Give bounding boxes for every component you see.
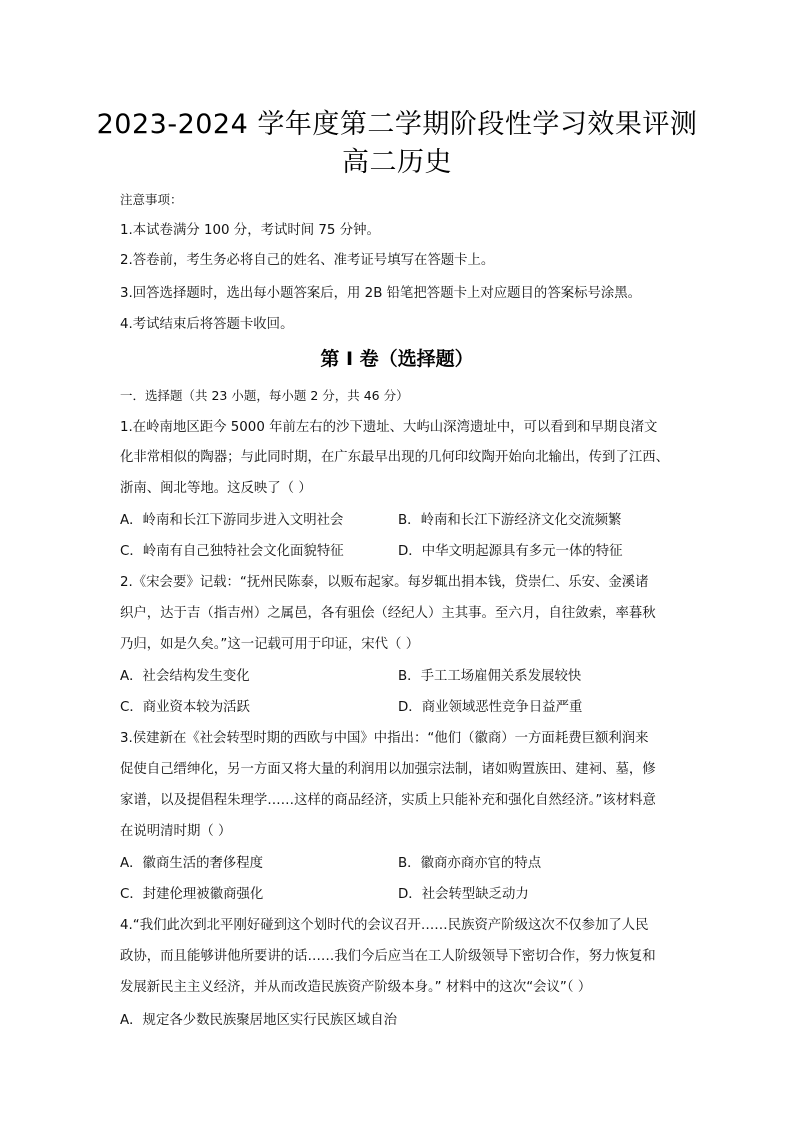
question-1-line: 浙南、闽北等地。这反映了（ ）	[120, 481, 312, 496]
note-item: 3.回答选择题时，选出每小题答案后，用 2B 铅笔把答题卡上对应题目的答案标号涂黑。	[120, 286, 642, 301]
exam-subject: 高二历史	[342, 147, 452, 178]
question-2-option-b[interactable]: B．手工工场雇佣关系发展较快	[398, 669, 582, 684]
question-2-option-c[interactable]: C．商业资本较为活跃	[120, 700, 250, 715]
question-1-option-a[interactable]: A．岭南和长江下游同步进入文明社会	[120, 513, 344, 528]
question-2-option-a[interactable]: A．社会结构发生变化	[120, 669, 250, 684]
section-title: 第 I 卷（选择题）	[320, 348, 474, 370]
question-2-line: 2.《宋会要》记载：“抚州民陈泰，以贩布起家。每岁辄出捐本钱，贷崇仁、乐安、金溪诸	[120, 575, 649, 590]
question-2-line: 织户，达于吉（指吉州）之属邑，各有驵侩（经纪人）主其事。至六月，自往敛索，率暮秋	[120, 606, 656, 621]
question-2-line: 乃归，如是久矣。”这一记载可用于印证，宋代（ ）	[120, 637, 420, 652]
question-3-line: 在说明清时期（ ）	[120, 824, 232, 839]
question-3-option-a[interactable]: A．徽商生活的奢侈程度	[120, 856, 264, 871]
question-1-option-d[interactable]: D．中华文明起源具有多元一体的特征	[398, 544, 623, 559]
note-item: 4.考试结束后将答题卡收回。	[120, 317, 294, 332]
question-2-option-d[interactable]: D．商业领域恶性竞争日益严重	[398, 700, 583, 715]
question-3-option-d[interactable]: D．社会转型缺乏动力	[398, 887, 529, 902]
note-item: 2.答卷前，考生务必将自己的姓名、准考证号填写在答题卡上。	[120, 253, 495, 268]
question-3-line: 3.侯建新在《社会转型时期的西欧与中国》中指出：“他们（徽商）一方面耗费巨额利润来	[120, 731, 649, 746]
question-3-line: 促使自己缙绅化，另一方面又将大量的利润用以加强宗法制，诸如购置族田、建祠、墓，修	[120, 762, 656, 777]
question-4-line: 政协，而且能够讲他所要讲的话……我们今后应当在工人阶级领导下密切合作，努力恢复和	[120, 949, 656, 964]
notes-heading: 注意事项：	[120, 192, 183, 207]
question-1-option-c[interactable]: C．岭南有自己独特社会文化面貌特征	[120, 544, 344, 559]
question-4-option-a[interactable]: A．规定各少数民族聚居地区实行民族区域自治	[120, 1013, 397, 1028]
question-4-line: 发展新民主主义经济，并从而改造民族资产阶级本身。” 材料中的这次“会议”（ ）	[120, 980, 592, 995]
question-1-option-b[interactable]: B．岭南和长江下游经济文化交流频繁	[398, 513, 622, 528]
question-4-line: 4.“我们此次到北平刚好碰到这个划时代的会议召开……民族资产阶级这次不仅参加了人民	[120, 918, 649, 933]
exam-title: 2023-2024 学年度第二学期阶段性学习效果评测	[96, 109, 698, 140]
note-item: 1.本试卷满分 100 分，考试时间 75 分钟。	[120, 223, 380, 238]
question-3-option-b[interactable]: B．徽商亦商亦官的特点	[398, 856, 542, 871]
question-1-line: 化非常相似的陶器；与此同时期，在广东最早出现的几何印纹陶开始向北输出，传到了江西、	[120, 450, 670, 465]
section-instruction: 一．选择题（共 23 小题，每小题 2 分，共 46 分）	[120, 388, 409, 403]
question-3-option-c[interactable]: C．封建伦理被徽商强化	[120, 887, 264, 902]
question-1-line: 1.在岭南地区距今 5000 年前左右的沙下遗址、大屿山深湾遗址中，可以看到和早期良渚文	[120, 420, 658, 435]
question-3-line: 家谱，以及提倡程朱理学……这样的商品经济，实质上只能补充和强化自然经济。”该材料意	[120, 793, 656, 808]
